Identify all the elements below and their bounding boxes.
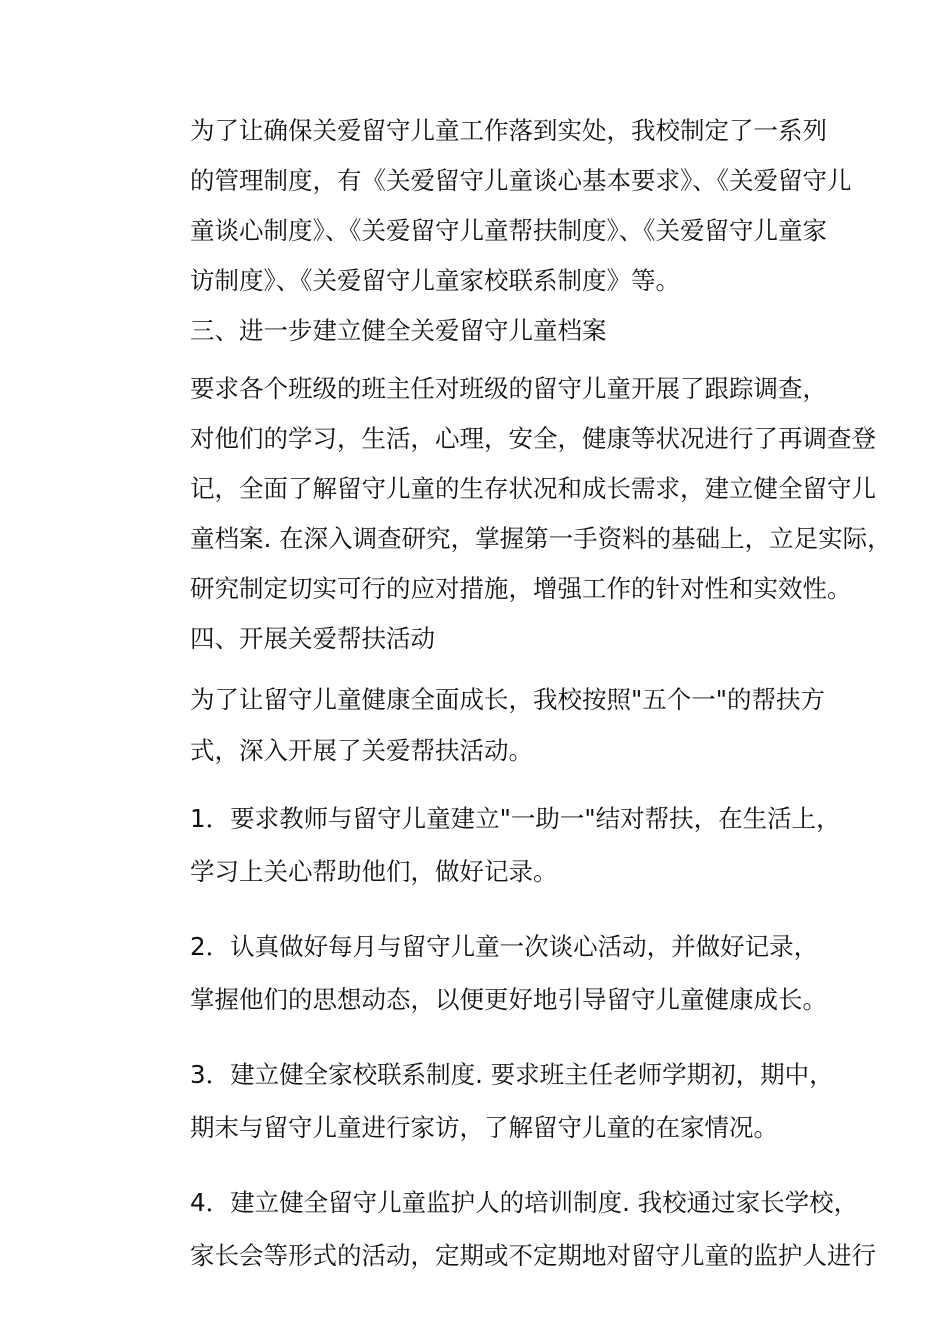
text-line: 要求各个班级的班主任对班级的留守儿童开展了跟踪调查， <box>190 374 827 403</box>
text-line: 家长会等形式的活动，定期或不定期地对留守儿童的监护人进行 <box>190 1241 876 1270</box>
list-item-3 <box>138 1048 838 1154</box>
list-item-2 <box>138 920 838 1026</box>
text-line: 童档案. 在深入调查研究，掌握第一手资料的基础上，立足实际， <box>190 524 892 553</box>
text-line: 3．建立健全家校联系制度. 要求班主任老师学期初，期中， <box>190 1060 834 1089</box>
text-line: 记，全面了解留守儿童的生存状况和成长需求，建立健全留守儿 <box>190 474 876 503</box>
text-line: 期末与留守儿童进行家访，了解留守儿童的在家情况。 <box>190 1113 778 1142</box>
paragraph-archives <box>138 364 892 614</box>
section-heading-3 <box>138 306 838 356</box>
section-heading-4 <box>138 614 838 664</box>
text-line: 2．认真做好每月与留守儿童一次谈心活动，并做好记录， <box>190 932 819 961</box>
paragraph-management-system <box>138 106 852 306</box>
list-item-4 <box>138 1176 876 1282</box>
heading-text: 三、进一步建立健全关爱留守儿童档案 <box>190 316 607 345</box>
heading-text: 四、开展关爱帮扶活动 <box>190 624 435 653</box>
text-line: 童谈心制度》、《关爱留守儿童帮扶制度》、《关爱留守儿童家 <box>190 216 827 245</box>
text-line: 1．要求教师与留守儿童建立"一助一"结对帮扶，在生活上， <box>190 804 841 833</box>
list-item-1 <box>138 792 841 898</box>
text-line: 对他们的学习，生活，心理，安全，健康等状况进行了再调查登 <box>190 424 876 453</box>
text-line: 的管理制度，有《关爱留守儿童谈心基本要求》、《关爱留守儿 <box>190 166 852 195</box>
text-line: 为了让留守儿童健康全面成长，我校按照"五个一"的帮扶方 <box>190 685 826 714</box>
text-line: 掌握他们的思想动态，以便更好地引导留守儿童健康成长。 <box>190 985 827 1014</box>
text-line: 式，深入开展了关爱帮扶活动。 <box>190 736 533 765</box>
text-line: 4．建立健全留守儿童监护人的培训制度. 我校通过家长学校， <box>190 1188 859 1217</box>
text-line: 学习上关心帮助他们，做好记录。 <box>190 857 558 886</box>
paragraph-assistance-intro <box>138 674 838 776</box>
document-body <box>138 106 892 1282</box>
text-line: 研究制定切实可行的应对措施，增强工作的针对性和实效性。 <box>190 574 852 603</box>
text-line: 访制度》、《关爱留守儿童家校联系制度》等。 <box>190 266 680 295</box>
text-line: 为了让确保关爱留守儿童工作落到实处，我校制定了一系列 <box>190 116 827 145</box>
